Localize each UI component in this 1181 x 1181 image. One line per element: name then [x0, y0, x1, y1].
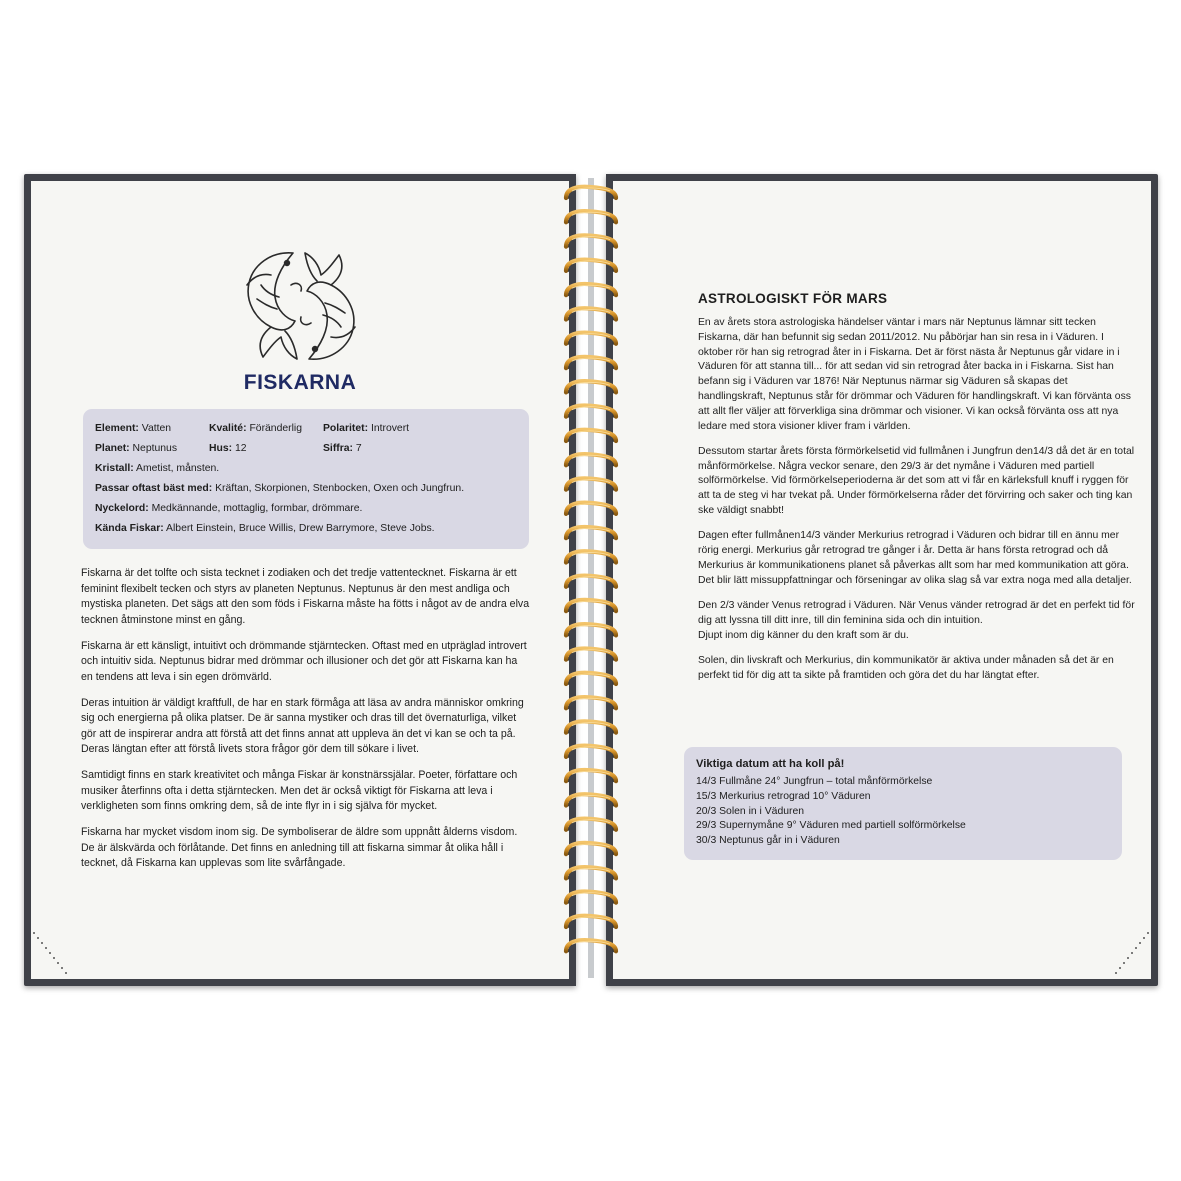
- paragraph: Deras intuition är väldigt kraftfull, de har en stark förmåga att läsa av andra människor omkring sig och energierna på olika platser. De är sanna mystiker och dras till det övernaturliga, vilket gör att de inspirerar andra att förstå att det finns annat att uppleva än det vi kan se och ta på. Deras längtan efter att förstå livets stora frågor gör dem till sökare i livet.: [81, 696, 524, 755]
- list-item: 29/3 Supernymåne 9° Väduren med partiell solförmörkelse: [696, 820, 966, 832]
- paragraph: Djupt inom dig känner du den kraft som är du.: [698, 629, 909, 641]
- paragraph: Dagen efter fullmånen14/3 vänder Merkurius retrograd i Väduren och bidrar till en ännu mer rörig energi. Merkurius går retrograd tre gånger i år. Detta är hans första retrograd och då Merkurius är kommunikationens planet så påverkas allt som har med kommunikation att göra. Det blir lätt missuppfattningar och förseningar av olika slag så var extra noga med alla detaljer.: [698, 530, 1132, 586]
- sign-title: FISKARNA: [243, 371, 357, 394]
- important-dates-title: Viktiga datum att ha koll på!: [696, 758, 845, 770]
- nyckelord-value: Medkännande, mottaglig, formbar, drömmare.: [151, 503, 363, 514]
- facts-row-kristall: [95, 459, 517, 479]
- paragraph: Dessutom startar årets första förmörkelsetid vid fullmånen i Jungfrun den14/3 då det är en total månförmörkelse. Några veckor senare, den 29/3 är det nymåne i Väduren med partiell solförmörkelse. Vid förmörkelseperioderna är det som att vi får en kärleksfull knuff i ryggen för att ta de steg vi har tvekat på. Under förmörkelserna råder det förvirring och saker och ting kan ske väldigt snabbt!: [698, 445, 1135, 517]
- facts-row-2: [95, 439, 517, 459]
- sign-facts-box: [83, 409, 529, 549]
- paragraph: Solen, din livskraft och Merkurius, din kommunikatör är aktiva under månaden så det är en perfekt tid för dig att ta sikte på framtiden och göra det du har längtat efter.: [698, 654, 1114, 681]
- planet-label: Planet:: [95, 443, 130, 454]
- planet-value: Neptunus: [132, 443, 178, 454]
- left-page: [31, 181, 569, 979]
- facts-row-passar: [95, 479, 517, 499]
- paragraph-line: Den 2/3 vänder Venus retrograd i Väduren. När Venus vänder retrograd är det en perfekt tid för dig att lyssna till ditt inre, till din feminina sida och din intuition.: [698, 600, 1135, 626]
- corner-dots-decoration: [31, 929, 71, 979]
- passar-label: Passar oftast bäst med:: [95, 483, 213, 494]
- facts-row-nyckelord: [95, 499, 517, 519]
- paragraph: En av årets stora astrologiska händelser väntar i mars när Neptunus lämnar sitt tecken Fiskarna, där han befunnit sig sedan 2011/2012. Nu påbörjar han sin resa in i Väduren. I oktober rör han sig retrograd åter in i Fiskarna. Det är först nästa år Neptunus går vidare in i Väduren för att stanna till... för att sedan vid sin retrograd åter backa in i Fiskarna. Sist han befann sig i Väduren var 1876! När Neptunus närmar sig Väduren så skapas det handlingskraft, Neptunus står för drömmar och Väduren för handlingskraft. Vi kan förvänta oss att allt fler väljer att förverkliga sina drömmar och visioner. Vi kan också förvänta oss att nya ledare med stora visioner kliver fram i världen.: [698, 317, 1131, 432]
- hus-label: Hus:: [209, 443, 233, 454]
- nyckelord-label: Nyckelord:: [95, 503, 149, 514]
- sign-description: [81, 566, 531, 882]
- corner-dots-decoration: [1111, 929, 1151, 979]
- element-label: Element:: [95, 423, 139, 434]
- list-item: 14/3 Fullmåne 24° Jungfrun – total månförmörkelse: [696, 776, 933, 787]
- month-astrology-text: [698, 316, 1138, 694]
- pisces-two-fish-icon: [231, 245, 371, 367]
- list-item: 15/3 Merkurius retrograd 10° Väduren: [696, 790, 871, 802]
- kvalite-value: Föränderlig: [249, 423, 302, 434]
- important-dates-list: [696, 775, 1110, 849]
- kanda-value: Albert Einstein, Bruce Willis, Drew Barrymore, Steve Jobs.: [166, 523, 435, 534]
- kanda-label: Kända Fiskar:: [95, 523, 164, 534]
- kristall-label: Kristall:: [95, 463, 134, 474]
- hus-value: 12: [234, 443, 247, 454]
- month-astrology-title: ASTROLOGISKT FÖR MARS: [698, 291, 888, 306]
- siffra-value: 7: [355, 443, 362, 454]
- polaritet-label: Polaritet:: [323, 423, 369, 434]
- important-dates-box: [684, 747, 1122, 860]
- paragraph: [698, 599, 1138, 629]
- list-item: 20/3 Solen in i Väduren: [696, 805, 805, 817]
- list-item: 30/3 Neptunus går in i Väduren: [696, 835, 840, 847]
- facts-row-kanda: [95, 519, 517, 539]
- siffra-label: Siffra:: [323, 443, 354, 454]
- polaritet-value: Introvert: [370, 423, 410, 434]
- element-value: Vatten: [141, 423, 172, 434]
- kristall-value: Ametist, månsten.: [136, 463, 220, 474]
- facts-row-1: [95, 419, 517, 439]
- paragraph: Samtidigt finns en stark kreativitet och många Fiskar är konstnärssjälar. Poeter, författare och musiker återfinns ofta i detta stjärntecken. Men det är också viktigt för Fiskarna att leva i verkligheten som finns omkring dem, så de inte flyr in i sig själva för mycket.: [81, 769, 518, 812]
- right-page: [613, 181, 1151, 979]
- kvalite-label: Kvalité:: [209, 423, 247, 434]
- paragraph: Fiskarna är ett känsligt, intuitivt och drömmande stjärntecken. Oftast med en utpräglad introvert och intuitiv sida. Neptunus bidrar med drömmar och illusioner och det gör att Fiskarna kan ha en tendens att leva i sin egen drömvärld.: [81, 639, 527, 683]
- spiral-binding-icon: [558, 178, 622, 978]
- paragraph: Fiskarna har mycket visdom inom sig. De symboliserar de äldre som uppnått ålderns visdom. De är älskvärda och förlåtande. Det finns en anledning till att fiskarna simmar åt olika håll i tecknet, då Fiskarna kan upplevas som lite svårfångade.: [81, 826, 518, 869]
- passar-value: Kräftan, Skorpionen, Stenbocken, Oxen och Jungfrun.: [215, 483, 465, 494]
- paragraph: Fiskarna är det tolfte och sista tecknet i zodiaken och det tredje vattentecknet. Fiskarna är ett feminint flexibelt tecken och styrs av planeten Neptunus. Neptunus är den mest andliga och mystiska planeten. Det sägs att den som föds i Fiskarna måste ha fötts i något av de andra elva tecknen åtminstone minst en gång.: [81, 567, 530, 626]
